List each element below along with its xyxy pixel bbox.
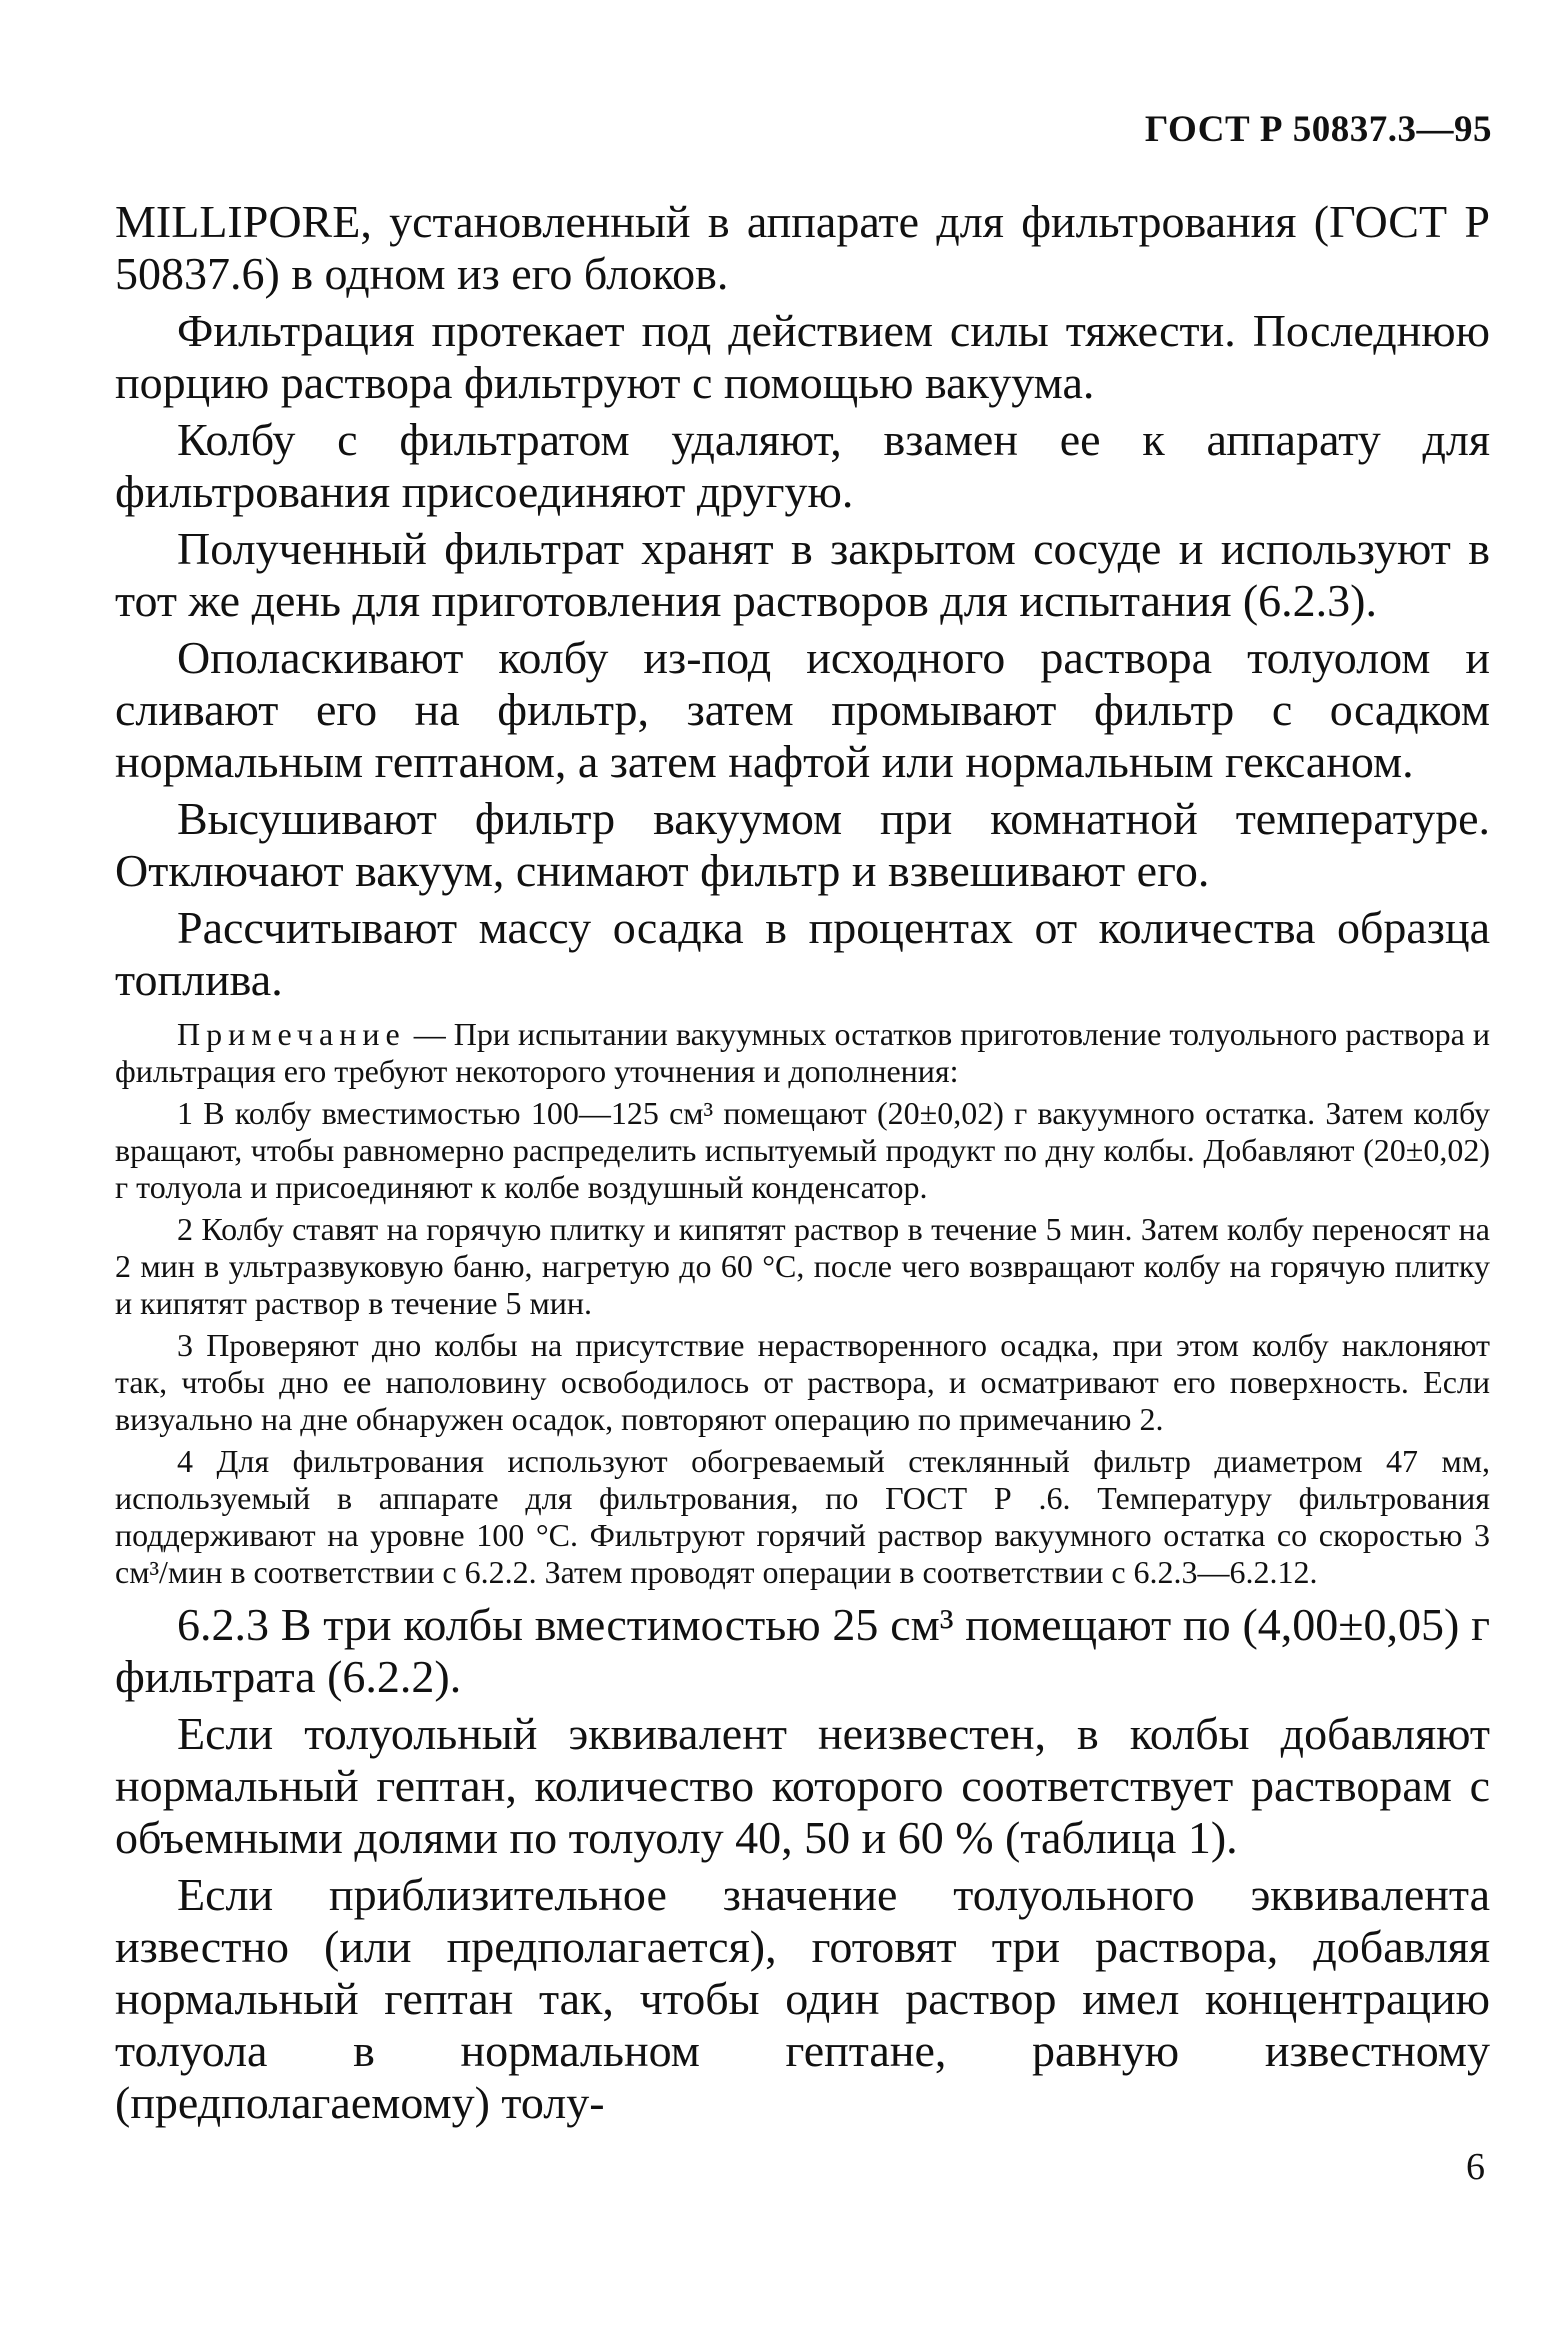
note-intro-text: — При испытании вакуумных остатков приготовление толуольного раствора и фильтрация его требуют некоторого уточнения и дополнения: <box>115 1016 1490 1089</box>
body-paragraph: Рассчитывают массу осадка в процентах от количества образца топлива. <box>115 902 1490 1005</box>
body-paragraph: Высушивают фильтр вакуумом при комнатной температуре. Отключают вакуум, снимают фильтр и взвешивают его. <box>115 793 1490 896</box>
note-item: 1 В колбу вместимостью 100—125 см³ помещают (20±0,02) г вакуумного остатка. Затем колбу вращают, чтобы равномерно распределить испытуемый продукт по дну колбы. Добавляют (20±0,02) г толуола и присоединяют к колбе воздушный конденсатор. <box>115 1095 1490 1205</box>
body-paragraph: Колбу с фильтратом удаляют, взамен ее к аппарату для фильтрования присоединяют другую. <box>115 414 1490 517</box>
note-intro <box>115 1016 1490 1090</box>
body-paragraph: Полученный фильтрат хранят в закрытом сосуде и используют в тот же день для приготовления растворов для испытания (6.2.3). <box>115 523 1490 626</box>
body-paragraph: MILLIPORE, установленный в аппарате для фильтрования (ГОСТ Р 50837.6) в одном из его блоков. <box>115 196 1490 299</box>
section-paragraph: Если приблизительное значение толуольного эквивалента известно (или предполагается), готовят три раствора, добавляя нормальный гептан так, чтобы один раствор имел концентрацию толуола в нормальном гептане, равную известному (предполагаемому) толу- <box>115 1869 1490 2128</box>
body-paragraph: Ополаскивают колбу из-под исходного раствора толуолом и сливают его на фильтр, затем промывают фильтр с осадком нормальным гептаном, а затем нафтой или нормальным гексаном. <box>115 632 1490 787</box>
note-item: 4 Для фильтрования используют обогреваемый стеклянный фильтр диаметром 47 мм, используемый в аппарате для фильтрования, по ГОСТ Р .6. Температуру фильтрования поддерживают на уровне 100 °С. Фильтруют горячий раствор вакуумного остатка со скоростью 3 см³/мин в соответствии с 6.2.2. Затем проводят операции в соответствии с 6.2.3—6.2.12. <box>115 1443 1490 1590</box>
note-item: 3 Проверяют дно колбы на присутствие нерастворенного осадка, при этом колбу наклоняют так, чтобы дно ее наполовину освободилось от раствора, и осматривают его поверхность. Если визуально на дне обнаружен осадок, повторяют операцию по примечанию 2. <box>115 1327 1490 1437</box>
section-paragraph: 6.2.3 В три колбы вместимостью 25 см³ помещают по (4,00±0,05) г фильтрата (6.2.2). <box>115 1599 1490 1702</box>
page-number: 6 <box>1466 2146 1485 2188</box>
note-label: Примечание <box>177 1016 406 1052</box>
body-paragraph: Фильтрация протекает под действием силы тяжести. Последнюю порцию раствора фильтруют с помощью вакуума. <box>115 305 1490 408</box>
note-item: 2 Колбу ставят на горячую плитку и кипятят раствор в течение 5 мин. Затем колбу переносят на 2 мин в ультразвуковую баню, нагретую до 60 °С, после чего возвращают колбу на горячую плитку и кипятят раствор в течение 5 мин. <box>115 1211 1490 1321</box>
section-paragraph: Если толуольный эквивалент неизвестен, в колбы добавляют нормальный гептан, количество которого соответствует растворам с объемными долями по толуолу 40, 50 и 60 % (таблица 1). <box>115 1708 1490 1863</box>
standard-header: ГОСТ Р 50837.3—95 <box>1144 109 1492 150</box>
page-body <box>115 196 1490 2134</box>
